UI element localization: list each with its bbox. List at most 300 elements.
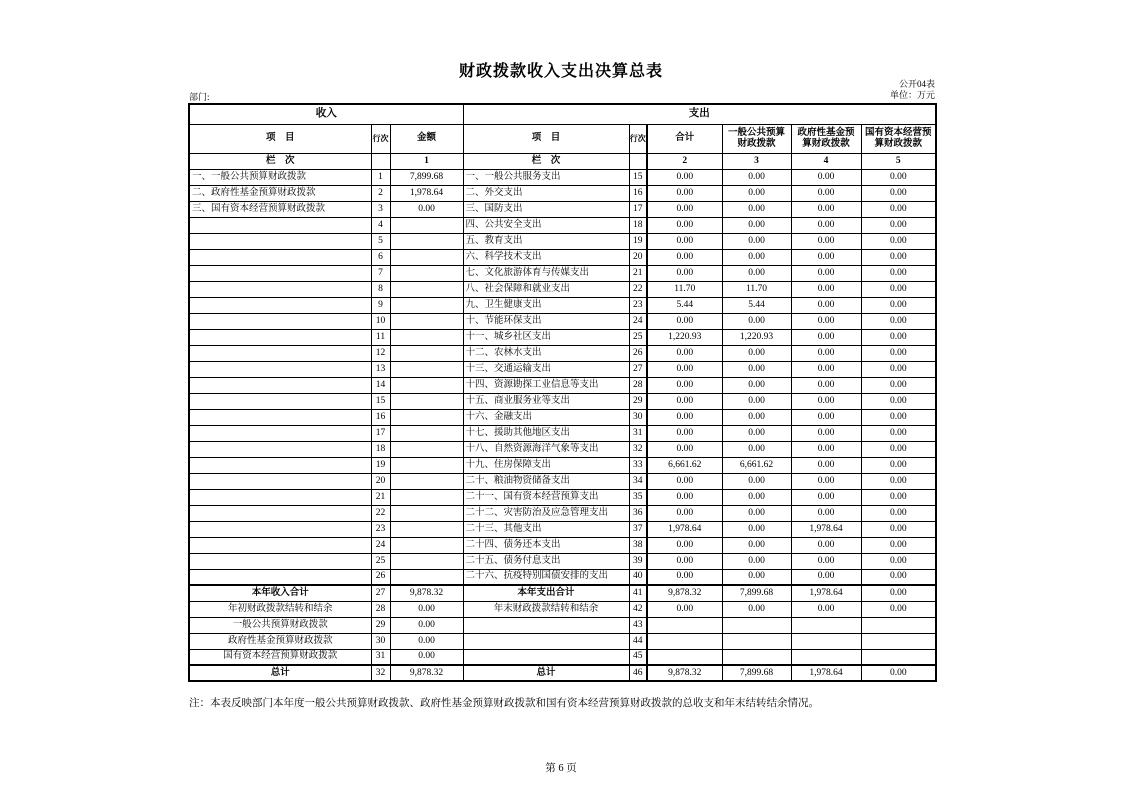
exp-general-budget-cell: 0.00 (722, 425, 791, 441)
table-row (189, 313, 936, 329)
income-item-cell (189, 377, 371, 393)
exp-government-fund-cell: 0.00 (791, 361, 861, 377)
income-rowno-cell: 3 (371, 201, 390, 217)
exp-total-cell: 0.00 (647, 425, 722, 441)
exp-rowno-cell: 37 (629, 521, 647, 537)
exp-total-cell (647, 633, 722, 649)
exp-rowno-cell: 16 (629, 185, 647, 201)
income-item-cell: 国有资本经营预算财政拨款 (189, 649, 371, 665)
exp-general-budget-cell: 0.00 (722, 569, 791, 585)
exp-government-fund-cell (791, 617, 861, 633)
exp-state-capital-cell: 0.00 (861, 345, 936, 361)
income-amount-cell (390, 553, 463, 569)
exp-general-budget-cell: 5.44 (722, 297, 791, 313)
exp-government-fund-cell: 0.00 (791, 537, 861, 553)
exp-general-budget-cell: 0.00 (722, 185, 791, 201)
exp-total-cell: 0.00 (647, 201, 722, 217)
exp-rowno-cell: 22 (629, 281, 647, 297)
income-rowno-cell: 15 (371, 393, 390, 409)
income-item-cell (189, 569, 371, 585)
exp-rowno-cell: 27 (629, 361, 647, 377)
exp-government-fund-cell: 1,978.64 (791, 521, 861, 537)
exp-total-cell: 0.00 (647, 393, 722, 409)
exp-government-fund-cell: 0.00 (791, 409, 861, 425)
unit-label: 单位：万元 (889, 90, 935, 100)
income-amount-cell (390, 393, 463, 409)
exp-government-fund-cell: 0.00 (791, 489, 861, 505)
table-body (189, 169, 936, 681)
exp-state-capital-cell (861, 617, 936, 633)
exp-rowno-cell: 21 (629, 265, 647, 281)
table-row (189, 601, 936, 617)
income-rowno-cell: 27 (371, 585, 390, 601)
table-row (189, 569, 936, 585)
exp-government-fund-cell: 0.00 (791, 233, 861, 249)
exp-total-cell: 0.00 (647, 505, 722, 521)
income-item-cell: 一般公共预算财政拨款 (189, 617, 371, 633)
exp-state-capital-cell (861, 649, 936, 665)
exp-item-cell: 十四、资源勘探工业信息等支出 (463, 377, 629, 393)
exp-general-budget-cell: 0.00 (722, 521, 791, 537)
table-row (189, 409, 936, 425)
table-row (189, 233, 936, 249)
exp-government-fund-cell: 0.00 (791, 601, 861, 617)
income-index-no: 1 (390, 153, 463, 169)
income-rowno-cell: 30 (371, 633, 390, 649)
exp-general-budget-cell: 0.00 (722, 265, 791, 281)
income-rowno-cell: 32 (371, 665, 390, 681)
table-row (189, 329, 936, 345)
exp-item-cell: 二、外交支出 (463, 185, 629, 201)
exp-rowno-cell: 28 (629, 377, 647, 393)
exp-government-fund-cell: 0.00 (791, 441, 861, 457)
exp-item-cell: 二十三、其他支出 (463, 521, 629, 537)
exp-state-capital-header: 国有资本经营预算财政拨款 (861, 124, 936, 153)
income-amount-cell: 0.00 (390, 633, 463, 649)
exp-state-capital-cell: 0.00 (861, 569, 936, 585)
exp-government-fund-cell: 0.00 (791, 297, 861, 313)
income-amount-cell: 1,978.64 (390, 185, 463, 201)
income-rowno-cell: 22 (371, 505, 390, 521)
exp-total-cell: 1,220.93 (647, 329, 722, 345)
exp-government-fund-cell: 0.00 (791, 185, 861, 201)
income-rowno-cell: 25 (371, 553, 390, 569)
exp-government-fund-cell: 0.00 (791, 569, 861, 585)
exp-general-budget-cell: 0.00 (722, 233, 791, 249)
exp-rowno-cell: 44 (629, 633, 647, 649)
table-row (189, 537, 936, 553)
exp-government-fund-cell: 0.00 (791, 281, 861, 297)
income-amount-cell (390, 457, 463, 473)
income-item-cell: 政府性基金预算财政拨款 (189, 633, 371, 649)
exp-total-cell: 11.70 (647, 281, 722, 297)
table-row (189, 649, 936, 665)
income-rowno-cell: 9 (371, 297, 390, 313)
exp-total-cell: 0.00 (647, 169, 722, 185)
exp-total-cell: 0.00 (647, 441, 722, 457)
income-rowno-cell: 13 (371, 361, 390, 377)
exp-state-capital-cell: 0.00 (861, 489, 936, 505)
income-amount-cell (390, 361, 463, 377)
income-rowno-cell: 26 (371, 569, 390, 585)
exp-total-cell (647, 617, 722, 633)
exp-general-budget-cell: 0.00 (722, 169, 791, 185)
exp-total-cell: 0.00 (647, 185, 722, 201)
exp-rowno-cell: 29 (629, 393, 647, 409)
fiscal-summary-table (188, 103, 937, 682)
exp-total-cell: 0.00 (647, 345, 722, 361)
exp-item-cell: 十八、自然资源海洋气象等支出 (463, 441, 629, 457)
exp-index-no-5: 5 (861, 153, 936, 169)
exp-total-cell: 0.00 (647, 233, 722, 249)
exp-item-cell: 二十二、灾害防治及应急管理支出 (463, 505, 629, 521)
income-rowno-cell: 2 (371, 185, 390, 201)
exp-index-blank (629, 153, 647, 169)
column-index-row (189, 153, 936, 169)
exp-total-cell: 0.00 (647, 537, 722, 553)
income-item-cell (189, 489, 371, 505)
exp-government-fund-cell: 0.00 (791, 217, 861, 233)
income-item-cell: 二、政府性基金预算财政拨款 (189, 185, 371, 201)
exp-state-capital-cell: 0.00 (861, 425, 936, 441)
income-amount-cell: 9,878.32 (390, 585, 463, 601)
income-item-cell (189, 217, 371, 233)
exp-general-budget-cell: 0.00 (722, 537, 791, 553)
exp-state-capital-cell: 0.00 (861, 233, 936, 249)
income-rowno-header: 行次 (371, 124, 390, 153)
income-item-cell (189, 505, 371, 521)
exp-item-cell: 十九、住房保障支出 (463, 457, 629, 473)
exp-state-capital-cell: 0.00 (861, 249, 936, 265)
exp-rowno-cell: 23 (629, 297, 647, 313)
income-item-cell: 三、国有资本经营预算财政拨款 (189, 201, 371, 217)
exp-government-fund-cell: 0.00 (791, 393, 861, 409)
income-amount-cell: 0.00 (390, 601, 463, 617)
exp-rowno-cell: 15 (629, 169, 647, 185)
table-row (189, 265, 936, 281)
exp-state-capital-cell: 0.00 (861, 297, 936, 313)
exp-government-fund-cell: 0.00 (791, 425, 861, 441)
exp-item-header: 项 目 (463, 124, 629, 153)
exp-rowno-cell: 34 (629, 473, 647, 489)
exp-state-capital-cell: 0.00 (861, 361, 936, 377)
exp-government-fund-cell (791, 633, 861, 649)
exp-item-cell: 十五、商业服务业等支出 (463, 393, 629, 409)
exp-total-cell: 0.00 (647, 265, 722, 281)
income-amount-cell: 7,899.68 (390, 169, 463, 185)
exp-general-budget-cell: 0.00 (722, 393, 791, 409)
exp-rowno-cell: 25 (629, 329, 647, 345)
income-rowno-cell: 19 (371, 457, 390, 473)
exp-index-no-3: 3 (722, 153, 791, 169)
exp-general-budget-cell (722, 617, 791, 633)
exp-general-budget-cell: 0.00 (722, 489, 791, 505)
income-amount-cell (390, 425, 463, 441)
exp-rowno-cell: 32 (629, 441, 647, 457)
income-rowno-cell: 21 (371, 489, 390, 505)
exp-rowno-cell: 26 (629, 345, 647, 361)
income-item-cell (189, 457, 371, 473)
exp-state-capital-cell: 0.00 (861, 505, 936, 521)
income-rowno-cell: 6 (371, 249, 390, 265)
income-amount-cell: 0.00 (390, 617, 463, 633)
income-index-blank (371, 153, 390, 169)
exp-item-cell: 总计 (463, 665, 629, 681)
exp-total-cell: 0.00 (647, 409, 722, 425)
exp-rowno-cell: 45 (629, 649, 647, 665)
exp-total-cell: 1,978.64 (647, 521, 722, 537)
table-row (189, 665, 936, 681)
income-rowno-cell: 10 (371, 313, 390, 329)
exp-total-cell: 0.00 (647, 217, 722, 233)
exp-total-cell: 0.00 (647, 489, 722, 505)
exp-government-fund-cell: 0.00 (791, 345, 861, 361)
exp-total-header: 合计 (647, 124, 722, 153)
exp-state-capital-cell: 0.00 (861, 521, 936, 537)
income-amount-cell (390, 409, 463, 425)
exp-general-budget-cell: 0.00 (722, 377, 791, 393)
table-row (189, 633, 936, 649)
exp-general-budget-cell (722, 649, 791, 665)
table-row (189, 185, 936, 201)
income-rowno-cell: 1 (371, 169, 390, 185)
exp-item-cell: 本年支出合计 (463, 585, 629, 601)
exp-government-fund-cell: 0.00 (791, 553, 861, 569)
exp-item-cell: 二十五、债务付息支出 (463, 553, 629, 569)
table-row (189, 297, 936, 313)
exp-rowno-cell: 42 (629, 601, 647, 617)
income-amount-cell (390, 537, 463, 553)
income-item-header: 项 目 (189, 124, 371, 153)
table-row (189, 169, 936, 185)
income-item-cell: 一、一般公共预算财政拨款 (189, 169, 371, 185)
income-item-cell: 年初财政拨款结转和结余 (189, 601, 371, 617)
exp-general-budget-cell: 0.00 (722, 249, 791, 265)
income-amount-cell (390, 489, 463, 505)
table-row (189, 393, 936, 409)
income-rowno-cell: 16 (371, 409, 390, 425)
table-row (189, 345, 936, 361)
income-item-cell (189, 345, 371, 361)
income-item-cell: 本年收入合计 (189, 585, 371, 601)
exp-item-cell: 二十、粮油物资储备支出 (463, 473, 629, 489)
income-amount-cell (390, 345, 463, 361)
exp-state-capital-cell: 0.00 (861, 601, 936, 617)
income-section-header: 收入 (189, 104, 463, 124)
exp-government-fund-cell: 1,978.64 (791, 665, 861, 681)
table-row (189, 217, 936, 233)
income-item-cell (189, 409, 371, 425)
exp-index-no-4: 4 (791, 153, 861, 169)
income-rowno-cell: 23 (371, 521, 390, 537)
exp-item-cell: 八、社会保障和就业支出 (463, 281, 629, 297)
exp-item-cell: 十一、城乡社区支出 (463, 329, 629, 345)
exp-rowno-cell: 33 (629, 457, 647, 473)
exp-state-capital-cell: 0.00 (861, 329, 936, 345)
exp-state-capital-cell: 0.00 (861, 217, 936, 233)
table-row (189, 521, 936, 537)
exp-general-budget-cell: 7,899.68 (722, 585, 791, 601)
page-title: 财政拨款收入支出决算总表 (458, 63, 663, 80)
income-amount-cell (390, 313, 463, 329)
exp-general-budget-header: 一般公共预算财政拨款 (722, 124, 791, 153)
exp-general-budget-cell: 0.00 (722, 361, 791, 377)
table-row (189, 473, 936, 489)
table-row (189, 441, 936, 457)
exp-item-cell: 六、科学技术支出 (463, 249, 629, 265)
exp-rowno-header: 行次 (629, 124, 647, 153)
income-index-label: 栏 次 (189, 153, 371, 169)
exp-rowno-cell: 30 (629, 409, 647, 425)
income-amount-cell: 0.00 (390, 201, 463, 217)
table-header (189, 104, 936, 169)
exp-item-cell (463, 617, 629, 633)
income-item-cell (189, 537, 371, 553)
income-amount-cell (390, 505, 463, 521)
exp-government-fund-cell: 0.00 (791, 505, 861, 521)
income-amount-cell (390, 377, 463, 393)
income-item-cell: 总计 (189, 665, 371, 681)
exp-government-fund-cell: 0.00 (791, 377, 861, 393)
exp-general-budget-cell: 11.70 (722, 281, 791, 297)
exp-rowno-cell: 31 (629, 425, 647, 441)
exp-government-fund-cell: 0.00 (791, 313, 861, 329)
exp-total-cell: 0.00 (647, 553, 722, 569)
exp-state-capital-cell: 0.00 (861, 441, 936, 457)
exp-total-cell: 5.44 (647, 297, 722, 313)
exp-total-cell: 0.00 (647, 377, 722, 393)
exp-government-fund-header: 政府性基金预算财政拨款 (791, 124, 861, 153)
expenditure-section-header: 支出 (463, 104, 936, 124)
exp-item-cell: 十六、金融支出 (463, 409, 629, 425)
exp-total-cell: 0.00 (647, 313, 722, 329)
income-item-cell (189, 393, 371, 409)
exp-rowno-cell: 17 (629, 201, 647, 217)
exp-government-fund-cell: 0.00 (791, 249, 861, 265)
exp-rowno-cell: 38 (629, 537, 647, 553)
income-item-cell (189, 249, 371, 265)
exp-item-cell: 二十六、抗疫特别国债安排的支出 (463, 569, 629, 585)
income-rowno-cell: 14 (371, 377, 390, 393)
income-rowno-cell: 4 (371, 217, 390, 233)
table-row (189, 585, 936, 601)
exp-state-capital-cell: 0.00 (861, 185, 936, 201)
table-row (189, 201, 936, 217)
exp-state-capital-cell: 0.00 (861, 313, 936, 329)
exp-general-budget-cell: 0.00 (722, 409, 791, 425)
income-item-cell (189, 521, 371, 537)
section-header-row (189, 104, 936, 124)
form-code-label: 公开04表 (898, 79, 935, 89)
exp-index-no-2: 2 (647, 153, 722, 169)
income-item-cell (189, 473, 371, 489)
income-amount-cell (390, 217, 463, 233)
exp-general-budget-cell: 0.00 (722, 217, 791, 233)
exp-item-cell (463, 633, 629, 649)
exp-general-budget-cell: 0.00 (722, 473, 791, 489)
exp-government-fund-cell: 0.00 (791, 169, 861, 185)
income-amount-cell (390, 281, 463, 297)
table-row (189, 249, 936, 265)
exp-general-budget-cell: 7,899.68 (722, 665, 791, 681)
table-row (189, 281, 936, 297)
exp-total-cell: 9,878.32 (647, 665, 722, 681)
exp-item-cell: 一、一般公共服务支出 (463, 169, 629, 185)
exp-state-capital-cell: 0.00 (861, 457, 936, 473)
exp-state-capital-cell: 0.00 (861, 377, 936, 393)
exp-item-cell: 九、卫生健康支出 (463, 297, 629, 313)
income-amount-cell (390, 297, 463, 313)
exp-rowno-cell: 46 (629, 665, 647, 681)
footnote: 注：本表反映部门本年度一般公共预算财政拨款、政府性基金预算财政拨款和国有资本经营预算财政拨款的总收支和年末结转结余情况。 (189, 698, 819, 709)
income-item-cell (189, 233, 371, 249)
exp-total-cell: 0.00 (647, 473, 722, 489)
income-item-cell (189, 425, 371, 441)
income-rowno-cell: 28 (371, 601, 390, 617)
exp-item-cell: 七、文化旅游体育与传媒支出 (463, 265, 629, 281)
exp-rowno-cell: 24 (629, 313, 647, 329)
exp-item-cell (463, 649, 629, 665)
income-rowno-cell: 31 (371, 649, 390, 665)
table-row (189, 377, 936, 393)
column-header-row (189, 124, 936, 153)
income-item-cell (189, 553, 371, 569)
income-rowno-cell: 18 (371, 441, 390, 457)
income-item-cell (189, 441, 371, 457)
exp-general-budget-cell: 0.00 (722, 201, 791, 217)
income-amount-cell: 0.00 (390, 649, 463, 665)
exp-item-cell: 十二、农林水支出 (463, 345, 629, 361)
exp-item-cell: 四、公共安全支出 (463, 217, 629, 233)
table-row (189, 361, 936, 377)
exp-item-cell: 十七、援助其他地区支出 (463, 425, 629, 441)
exp-government-fund-cell: 0.00 (791, 329, 861, 345)
table-row (189, 553, 936, 569)
exp-general-budget-cell: 0.00 (722, 505, 791, 521)
income-amount-cell (390, 473, 463, 489)
income-amount-cell (390, 249, 463, 265)
table-row (189, 425, 936, 441)
income-rowno-cell: 20 (371, 473, 390, 489)
table-row (189, 617, 936, 633)
exp-rowno-cell: 35 (629, 489, 647, 505)
exp-state-capital-cell: 0.00 (861, 169, 936, 185)
exp-item-cell: 十三、交通运输支出 (463, 361, 629, 377)
income-rowno-cell: 11 (371, 329, 390, 345)
income-item-cell (189, 265, 371, 281)
exp-government-fund-cell: 0.00 (791, 473, 861, 489)
exp-total-cell: 6,661.62 (647, 457, 722, 473)
exp-rowno-cell: 40 (629, 569, 647, 585)
exp-rowno-cell: 36 (629, 505, 647, 521)
exp-item-cell: 五、教育支出 (463, 233, 629, 249)
exp-index-label: 栏 次 (463, 153, 629, 169)
income-rowno-cell: 29 (371, 617, 390, 633)
exp-total-cell: 0.00 (647, 601, 722, 617)
income-item-cell (189, 329, 371, 345)
exp-general-budget-cell: 0.00 (722, 553, 791, 569)
exp-item-cell: 年末财政拨款结转和结余 (463, 601, 629, 617)
exp-state-capital-cell: 0.00 (861, 537, 936, 553)
income-amount-cell (390, 569, 463, 585)
exp-government-fund-cell: 0.00 (791, 457, 861, 473)
exp-government-fund-cell: 0.00 (791, 265, 861, 281)
income-item-cell (189, 313, 371, 329)
exp-general-budget-cell: 6,661.62 (722, 457, 791, 473)
exp-rowno-cell: 43 (629, 617, 647, 633)
exp-total-cell: 0.00 (647, 249, 722, 265)
exp-general-budget-cell: 0.00 (722, 345, 791, 361)
